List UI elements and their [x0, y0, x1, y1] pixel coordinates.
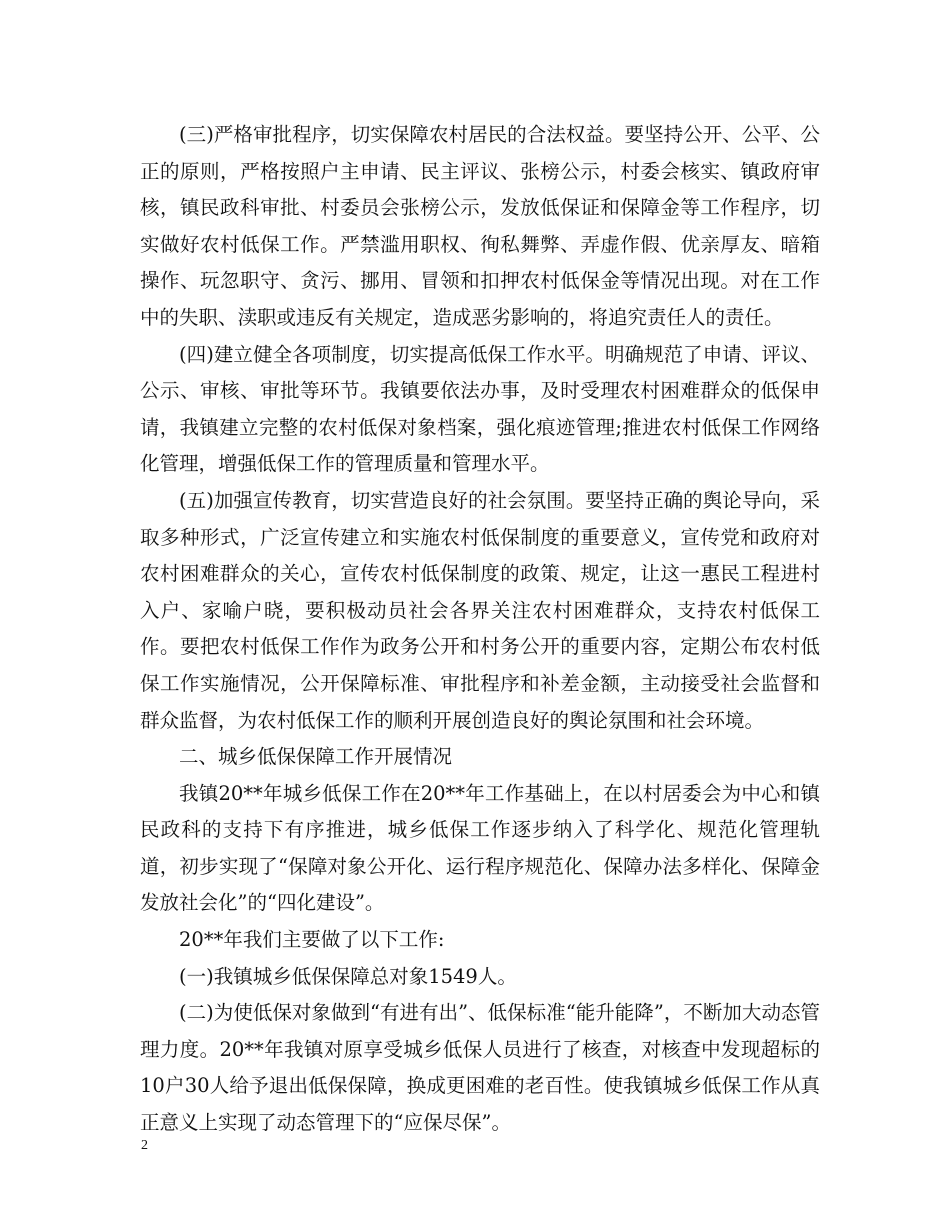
- paragraph-section-4: (四)建立健全各项制度，切实提高低保工作水平。明确规范了申请、评议、公示、审核、审批等环节。我镇要依法办事，及时受理农村困难群众的低保申请，我镇建立完整的农村低保对象档案，强化痕迹管理;推进农村低保工作网络化管理，增强低保工作的管理质量和管理水平。: [140, 342, 820, 476]
- section-heading: 二、城乡低保保障工作开展情况: [179, 745, 453, 769]
- paragraph-work-intro: 20**年我们主要做了以下工作:: [179, 928, 445, 952]
- paragraph-item-1: (一)我镇城乡低保保障总对象1549人。: [179, 964, 517, 988]
- paragraph-overview: 我镇20**年城乡低保工作在20**年工作基础上，在以村居委会为中心和镇民政科的支持下有序推进，城乡低保工作逐步纳入了科学化、规范化管理轨道，初步实现了“保障对象公开化、运行程序规范化、保障办法多样化、保障金发放社会化”的“四化建设”。: [140, 781, 820, 915]
- page-number: 2: [141, 1138, 148, 1153]
- document-body: [140, 117, 820, 1142]
- paragraph-item-2: (二)为使低保对象做到“有进有出”、低保标准“能升能降”，不断加大动态管理力度。20**年我镇对原享受城乡低保人员进行了核查，对核查中发现超标的10户30人给予退出低保保障，换成更困难的老百性。使我镇城乡低保工作从真正意义上实现了动态管理下的“应保尽保”。: [140, 1001, 820, 1135]
- paragraph-section-5: (五)加强宣传教育，切实营造良好的社会氛围。要坚持正确的舆论导向，采取多种形式，广泛宣传建立和实施农村低保制度的重要意义，宣传党和政府对农村困难群众的关心，宣传农村低保制度的政策、规定，让这一惠民工程进村入户、家喻户晓，要积极动员社会各界关注农村困难群众，支持农村低保工作。要把农村低保工作作为政务公开和村务公开的重要内容，定期公布农村低保工作实施情况，公开保障标准、审批程序和补差金额，主动接受社会监督和群众监督，为农村低保工作的顺利开展创造良好的舆论氛围和社会环境。: [140, 488, 820, 732]
- paragraph-section-3: (三)严格审批程序，切实保障农村居民的合法权益。要坚持公开、公平、公正的原则，严格按照户主申请、民主评议、张榜公示，村委会核实、镇政府审核，镇民政科审批、村委员会张榜公示，发放低保证和保障金等工作程序，切实做好农村低保工作。严禁滥用职权、徇私舞弊、弄虚作假、优亲厚友、暗箱操作、玩忽职守、贪污、挪用、冒领和扣押农村低保金等情况出现。对在工作中的失职、渎职或违反有关规定，造成恶劣影响的，将追究责任人的责任。: [140, 123, 820, 329]
